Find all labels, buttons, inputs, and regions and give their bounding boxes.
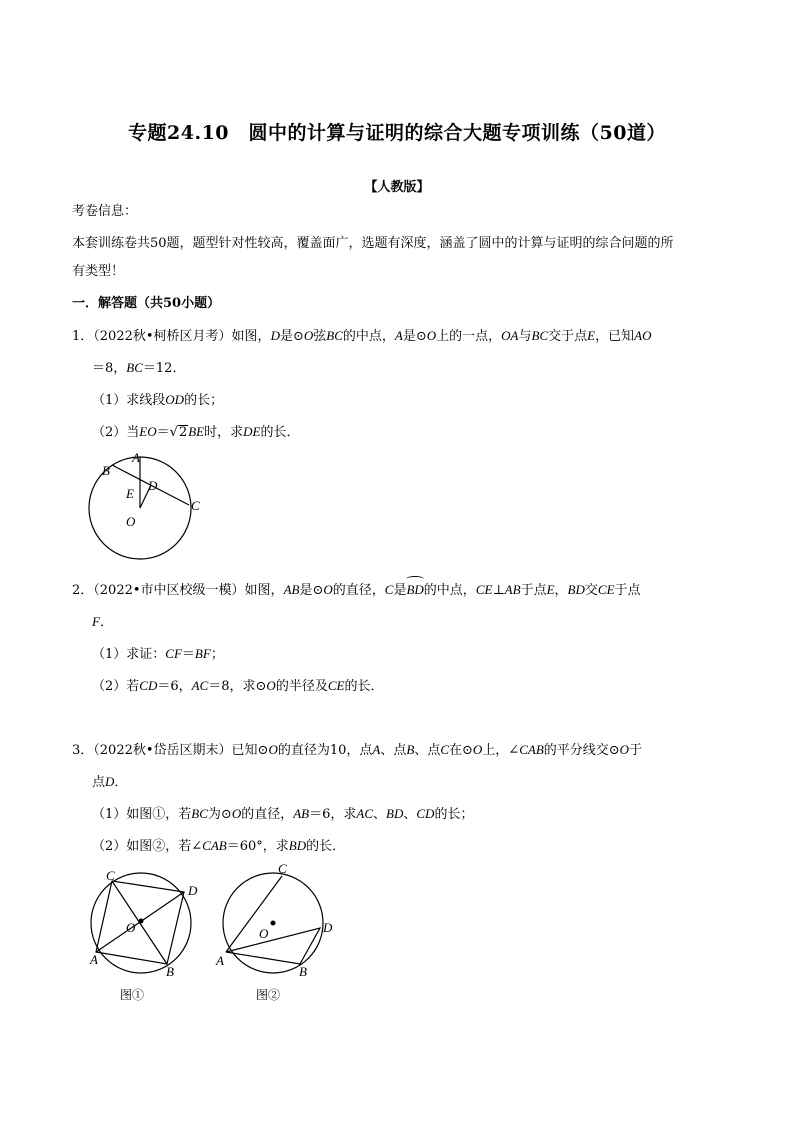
question-1-line-cont: ＝8，BC＝12． (92, 360, 186, 376)
fig1-label-O: O (126, 514, 136, 529)
question-1-part-2: （2）当EO＝√2BE时，求DE的长． (92, 424, 300, 440)
edition-label: 【人教版】 (364, 180, 430, 195)
fig3a-label-B: B (166, 964, 174, 979)
fig3b-label-B: B (299, 964, 307, 979)
section-heading: 一．解答题（共50小题） (72, 296, 221, 311)
question-1-line: 1．（2022秋•柯桥区月考）如图，D是⊙O弦BC的中点，A是⊙O上的一点，OA与BC交于点E，已知AO (72, 328, 652, 344)
question-3-figure-2 (212, 862, 342, 1002)
fig3a-label-C: C (106, 868, 115, 883)
question-2-part-1: （1）求证：CF＝BF； (92, 646, 224, 662)
fig1-label-E: E (126, 486, 134, 501)
question-3-line-cont: 点D． (92, 774, 128, 790)
fig3b-label-A: A (216, 953, 224, 968)
fig3b-label-C: C (278, 862, 287, 876)
fig3b-label-O: O (259, 926, 269, 941)
info-line-1: 本套训练卷共50题，题型针对性较高，覆盖面广，选题有深度，涵盖了圆中的计算与证明的综合问题的所 (72, 236, 674, 251)
fig3a-label-D: D (188, 883, 198, 898)
fig3b-label-D: D (323, 920, 333, 935)
fig3a-label-O: O (126, 920, 136, 935)
question-3-part-2: （2）如图②，若∠CAB＝60°，求BD的长． (92, 838, 346, 854)
info-label: 考卷信息： (72, 204, 138, 219)
fig1-label-D: D (148, 478, 158, 493)
fig3b-line-AC (226, 876, 282, 952)
fig3b-caption: 图② (256, 988, 281, 1002)
question-1-part-1: （1）求线段OD的长； (92, 392, 224, 408)
fig3a-label-A: A (90, 952, 98, 967)
question-2-line-cont: F． (92, 614, 113, 630)
question-2-line: 2．（2022•市中区校级一模）如图，AB是⊙O的直径，C是BD的中点，CE⊥AB于点E，BD交CE于点 (72, 582, 641, 598)
question-1-figure (80, 448, 210, 568)
fig3b-center-dot (271, 921, 276, 926)
fig1-label-A: A (132, 450, 140, 465)
page-title: 专题24.10 圆中的计算与证明的综合大题专项训练（50道） (128, 122, 666, 144)
fig3a-caption: 图① (120, 988, 145, 1002)
fig3a-center-dot (139, 919, 144, 924)
question-3-line: 3．（2022秋•岱岳区期末）已知⊙O的直径为10，点A、点B、点C在⊙O上，∠CAB的平分线交⊙O于 (72, 742, 643, 758)
fig1-label-C: C (191, 498, 200, 513)
question-2-part-2: （2）若CD＝6，AC＝8，求⊙O的半径及CE的长． (92, 678, 384, 694)
fig1-label-B: B (102, 463, 110, 478)
question-3-figure-1 (82, 862, 212, 1002)
question-3-part-1: （1）如图①，若BC为⊙O的直径，AB＝6，求AC、BD、CD的长； (92, 806, 474, 822)
info-line-2: 有类型！ (72, 264, 125, 279)
